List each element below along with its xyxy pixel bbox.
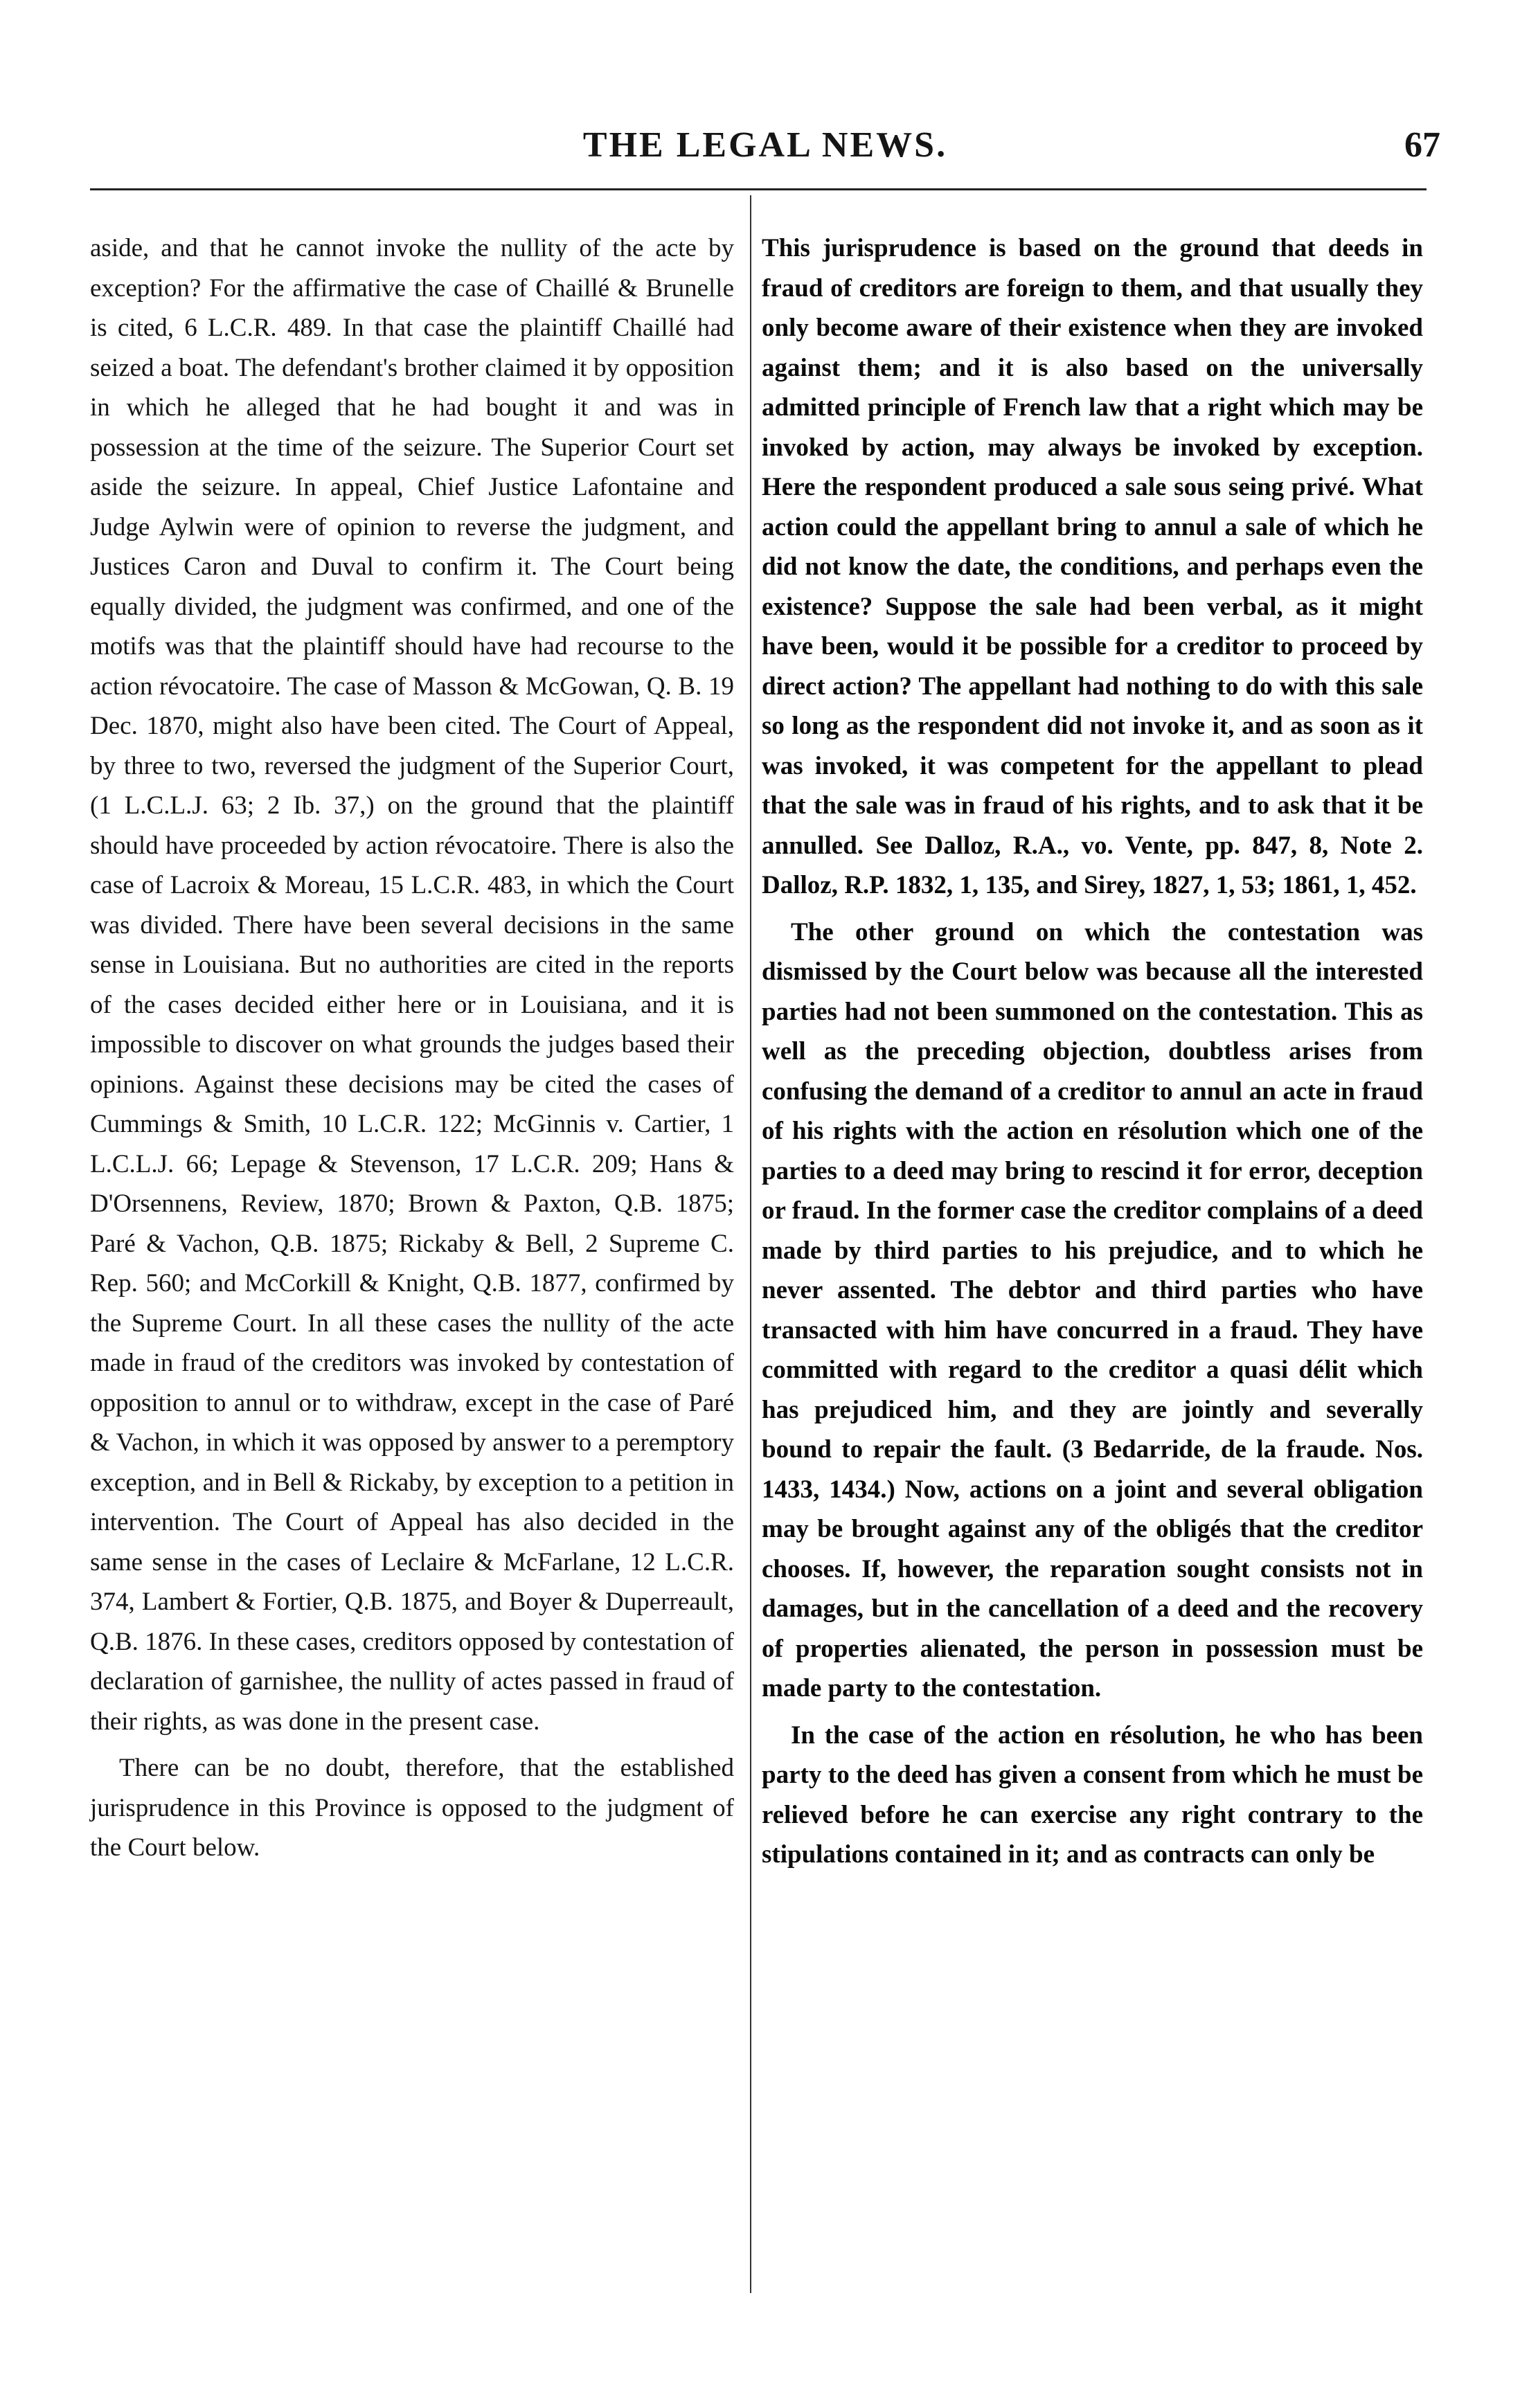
right-paragraph-3: In the case of the action en résolution, he who has been party to the deed has given a consent from which he must be relieved before he can exercise any right contrary to the stipulations contained in it; and as contracts can only be xyxy=(762,1720,1423,1869)
right-paragraph-1: This jurisprudence is based on the ground that deeds in fraud of creditors are foreign to them, and that usually they only become aware of their existence when they are invoked against them; and it is also based on the universally admitted principle of French law that a right which may be invoked by action, may always be invoked by exception. Here the respondent produced a sale sous seing privé. What action could the appellant bring to annul a sale of which he did not know the date, the conditions, and perhaps even the existence? Suppose the sale had been verbal, as it might have been, would it be possible for a creditor to proceed by direct action? The appellant had nothing to do with this sale so long as the respondent did not invoke it, and as soon as it was invoked, it was competent for the appellant to plead that the sale was in fraud of his rights, and to ask that it be annulled. See Dalloz, R.A., vo. Vente, pp. 847, 8, Note 2. Dalloz, R.P. 1832, 1, 135, and Sirey, 1827, 1, 53; 1861, 1, 452. xyxy=(762,234,1423,899)
right-paragraph-2: The other ground on which the contestation was dismissed by the Court below was because all the interested parties had not been summoned on the contestation. This as well as the preceding objection, doubtless arises from confusing the demand of a creditor to annul an acte in fraud of his rights with the action en résolution which one of the parties to a deed may bring to rescind it for error, deception or fraud. In the former case the creditor complains of a deed made by third parties to his prejudice, and to which he never assented. The debtor and third parties who have transacted with him have concurred in a fraud. They have committed with regard to the creditor a quasi délit which has prejudiced him, and they are jointly and severally bound to repair the fault. (3 Bedarride, de la fraude. Nos. 1433, 1434.) Now, actions on a joint and several obligation may be brought against any of the obligés that the creditor chooses. If, however, the reparation sought consists not in damages, but in the cancellation of a deed and the recovery of properties alienated, the person in possession must be made party to the contestation. xyxy=(762,917,1423,1702)
right-column xyxy=(762,228,1423,1882)
header-rule xyxy=(90,188,1427,190)
running-head xyxy=(90,125,1440,173)
column-divider xyxy=(750,195,751,2293)
left-paragraph-1: aside, and that he cannot invoke the nullity of the acte by exception? For the affirmative the case of Chaillé & Brunelle is cited, 6 L.C.R. 489. In that case the plaintiff Chaillé had seized a boat. The defendant's brother claimed it by opposition in which he alleged that he had bought it and was in possession at the time of the seizure. The Superior Court set aside the seizure. In appeal, Chief Justice Lafontaine and Judge Aylwin were of opinion to reverse the judgment, and Justices Caron and Duval to confirm it. The Court being equally divided, the judgment was confirmed, and one of the motifs was that the plaintiff should have had recourse to the action révocatoire. The case of Masson & McGowan, Q. B. 19 Dec. 1870, might also have been cited. The Court of Appeal, by three to two, reversed the judgment of the Superior Court, (1 L.C.L.J. 63; 2 Ib. 37,) on the ground that the plaintiff should have proceeded by action révocatoire. There is also the case of Lacroix & Moreau, 15 L.C.R. 483, in which the Court was divided. There have been several decisions in the same sense in Louisiana. But no authorities are cited in the reports of the cases decided either here or in Louisiana, and it is impossible to discover on what grounds the judges based their opinions. Against these decisions may be cited the cases of Cummings & Smith, 10 L.C.R. 122; McGinnis v. Cartier, 1 L.C.L.J. 66; Lepage & Stevenson, 17 L.C.R. 209; Hans & D'Orsennens, Review, 1870; Brown & Paxton, Q.B. 1875; Paré & Vachon, Q.B. 1875; Rickaby & Bell, 2 Supreme C. Rep. 560; and McCorkill & Knight, Q.B. 1877, confirmed by the Supreme Court. In all these cases the nullity of the acte made in fraud of the creditors was invoked by contestation of opposition to annul or to withdraw, except in the case of Paré & Vachon, in which it was opposed by answer to a peremptory exception, and in Bell & Rickaby, by exception to a petition in intervention. The Court of Appeal has also decided in the same sense in the cases of Leclaire & McFarlane, 12 L.C.R. 374, Lambert & Fortier, Q.B. 1875, and Boyer & Duperreault, Q.B. 1876. In these cases, creditors opposed by contestation of declaration of garnishee, the nullity of actes passed in fraud of their rights, as was done in the present case. xyxy=(90,234,734,1736)
left-paragraph-2: There can be no doubt, therefore, that the established jurisprudence in this Province is opposed to the judgment of the Court below. xyxy=(90,1754,734,1862)
left-column xyxy=(90,228,734,1875)
running-title: THE LEGAL NEWS. xyxy=(582,125,948,165)
page-number: 67 xyxy=(1404,125,1440,165)
